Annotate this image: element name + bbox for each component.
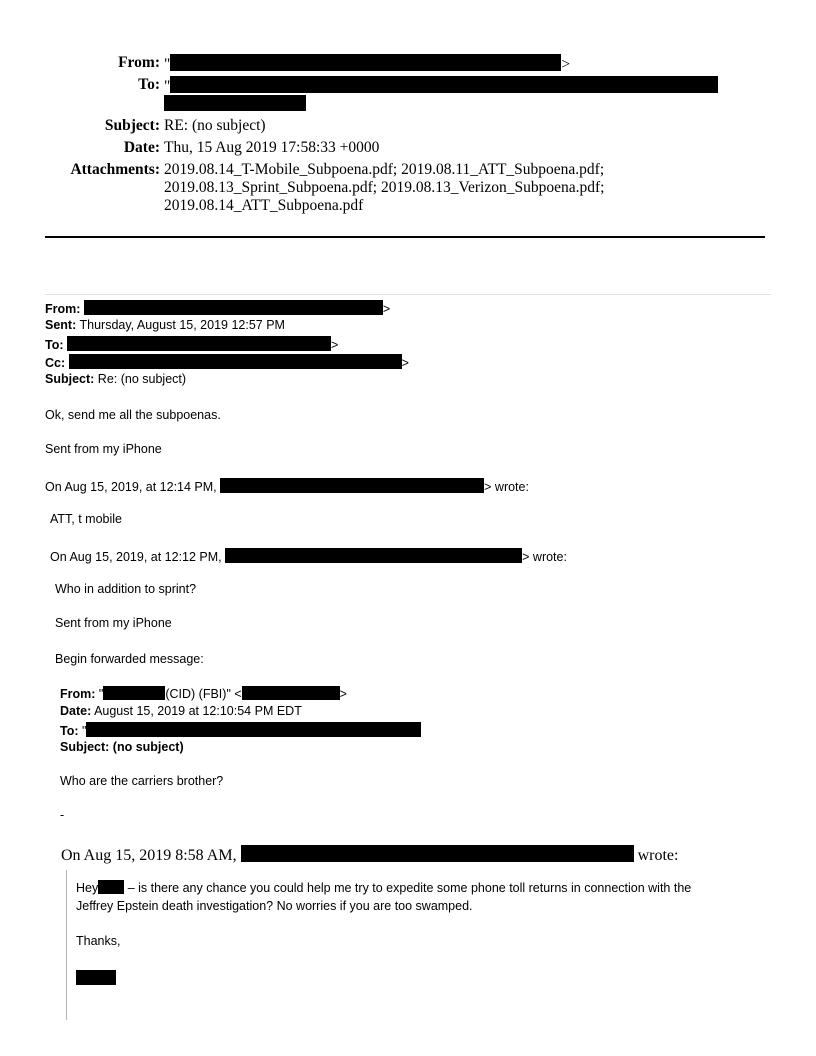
- quote-bar: [66, 870, 67, 1020]
- msg-cc-label: Cc:: [45, 356, 66, 370]
- msg-cc-row: Cc: >: [45, 356, 409, 370]
- attachments-label: Attachments:: [70, 161, 160, 178]
- fwd-dash: -: [60, 808, 65, 822]
- attachment-line: 2019.08.14_ATT_Subpoena.pdf: [164, 197, 364, 214]
- redaction-block: [103, 686, 165, 700]
- to-value: ": [164, 76, 718, 96]
- from-value: " >: [164, 56, 571, 73]
- msg-from-row: From: >: [45, 302, 391, 316]
- date-label: Date:: [123, 139, 160, 156]
- redaction-block: [69, 354, 402, 369]
- fwd-to-row: To: ": [60, 722, 421, 738]
- redaction-block: [67, 336, 331, 351]
- msg-to-row: To: >: [45, 338, 339, 352]
- fwd-date-value: August 15, 2019 at 12:10:54 PM EDT: [94, 704, 302, 718]
- redaction-block: [98, 880, 124, 894]
- quote2-signature: Sent from my iPhone: [55, 616, 172, 630]
- msg-subject-row: [45, 372, 186, 386]
- msg-sent-label: Sent:: [45, 318, 77, 332]
- msg-sent-value: Thursday, August 15, 2019 12:57 PM: [79, 318, 285, 332]
- msg-sent-row: [45, 318, 285, 332]
- fwd-to-label: To:: [60, 724, 79, 738]
- fwd-from-label: From:: [60, 687, 96, 701]
- redaction-block: [241, 845, 634, 862]
- fwd-date-label: Date:: [60, 704, 92, 718]
- msg-subject-label: Subject:: [45, 372, 95, 386]
- original-body-line2: Jeffrey Epstein death investigation? No worries if you are too swamped.: [76, 899, 473, 913]
- fwd-body: Who are the carriers brother?: [60, 774, 224, 788]
- subject-value: RE: (no subject): [164, 117, 266, 134]
- msg-signature: Sent from my iPhone: [45, 442, 162, 456]
- redaction-block: [86, 722, 421, 737]
- to-label: To:: [138, 76, 160, 93]
- attachment-line: 2019.08.14_T-Mobile_Subpoena.pdf; 2019.08.11_ATT_Subpoena.pdf;: [164, 161, 605, 178]
- quote1-intro: On Aug 15, 2019, at 12:14 PM, > wrote:: [45, 480, 529, 494]
- fwd-subject-value: (no subject): [112, 740, 184, 754]
- redaction-block: [76, 970, 116, 985]
- redaction-block: [220, 478, 484, 493]
- fwd-subject-label: Subject:: [60, 740, 110, 754]
- msg-subject-value: Re: (no subject): [97, 372, 187, 386]
- fwd-from-row: From: " (CID) (FBI)" < >: [60, 687, 347, 701]
- forward-note: Begin forwarded message:: [55, 652, 204, 666]
- date-value: Thu, 15 Aug 2019 17:58:33 +0000: [164, 139, 380, 156]
- original-intro: On Aug 15, 2019 8:58 AM, wrote:: [61, 847, 679, 864]
- original-body-line1: Hey – is there any chance you could help me try to expedite some phone toll returns in connection with the: [76, 881, 692, 895]
- redaction-block: [170, 76, 718, 93]
- from-label: From:: [118, 54, 160, 71]
- redaction-block: [170, 54, 561, 71]
- subject-label: Subject:: [104, 117, 160, 134]
- msg-to-label: To:: [45, 338, 64, 352]
- quote2-intro: On Aug 15, 2019, at 12:12 PM, > wrote:: [50, 550, 567, 564]
- redaction-block: [164, 95, 306, 111]
- header-divider: [45, 236, 765, 238]
- message-divider: [45, 294, 771, 295]
- fwd-date-row: [60, 704, 302, 718]
- redaction-block: [84, 300, 383, 315]
- attachment-line: 2019.08.13_Sprint_Subpoena.pdf; 2019.08.13_Verizon_Subpoena.pdf;: [164, 179, 605, 196]
- quote2-body: Who in addition to sprint?: [55, 582, 197, 596]
- redaction-block: [225, 548, 522, 563]
- original-thanks: Thanks,: [76, 934, 121, 948]
- redaction-block: [242, 686, 340, 700]
- msg-body: Ok, send me all the subpoenas.: [45, 408, 221, 422]
- fwd-subject-row: [60, 740, 184, 754]
- msg-from-label: From:: [45, 302, 81, 316]
- quote1-body: ATT, t mobile: [50, 512, 123, 526]
